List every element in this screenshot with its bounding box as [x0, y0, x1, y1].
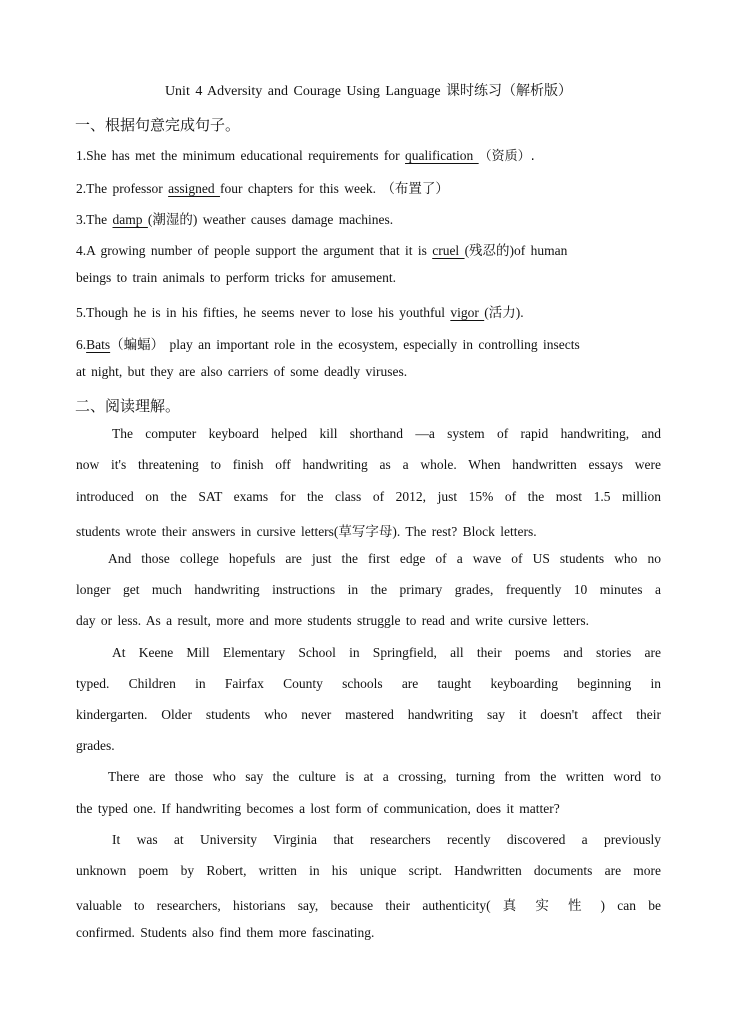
passage-line: students wrote their answers in cursive letters(草写字母). The rest? Block letters.	[76, 524, 537, 539]
passage-line: And those college hopefuls are just the first edge of a wave of US students who no	[108, 551, 661, 566]
passage-line: now it's threatening to finish off handwriting as a whole. When handwritten essays were	[76, 457, 661, 472]
item-text: 5.Though he is in his fifties, he seems never to lose his youthful	[76, 305, 451, 320]
answer-text: assigned	[168, 181, 220, 196]
item-text: 4.A growing number of people support the argument that it is	[76, 243, 433, 258]
passage-line: There are those who say the culture is at a crossing, turning from the written word to	[108, 769, 661, 784]
exercise-item-5	[76, 301, 661, 321]
item-hint: four chapters for this week. （布置了）	[219, 181, 449, 196]
exercise-item-4	[76, 239, 661, 259]
passage-line: It was at University Virginia that researchers recently discovered a previously	[112, 832, 661, 847]
passage-line: day or less. As a result, more and more students struggle to read and write cursive letters.	[76, 613, 589, 628]
exercise-item-4-continued	[76, 270, 661, 286]
answer-text: cruel	[432, 243, 465, 258]
exercise-item-3	[76, 208, 661, 228]
answer-text: qualification	[405, 148, 479, 163]
passage-line: kindergarten. Older students who never mastered handwriting say it doesn't affect their	[76, 707, 661, 722]
answer-text: Bats	[86, 337, 111, 352]
item-hint: (残忍的)of human	[464, 243, 568, 258]
item-text: beings to train animals to perform tricks for amusement.	[76, 270, 397, 285]
section-heading-reading: 二、阅读理解。	[75, 397, 181, 415]
page-title: Unit 4 Adversity and Courage Using Language 课时练习（解析版）	[164, 84, 573, 99]
passage-line: confirmed. Students also find them more fascinating.	[76, 925, 375, 940]
exercise-item-6-continued	[76, 364, 661, 380]
item-text: 6.	[76, 337, 87, 352]
answer-text: damp	[112, 212, 148, 227]
item-text: at night, but they are also carriers of some deadly viruses.	[76, 364, 408, 379]
item-hint: (活力).	[484, 305, 524, 320]
item-hint: (潮湿的) weather causes damage machines.	[147, 212, 394, 227]
passage-line: grades.	[76, 738, 115, 753]
exercise-item-2	[76, 177, 661, 197]
section-heading-sentence-completion: 一、根据句意完成句子。	[75, 116, 241, 134]
exercise-item-6	[76, 333, 661, 353]
exercise-item-1	[76, 145, 661, 164]
passage-line: longer get much handwriting instructions in the primary grades, frequently 10 minutes a	[76, 582, 661, 597]
item-hint: （资质）.	[478, 149, 535, 164]
passage-line: At Keene Mill Elementary School in Springfield, all their poems and stories are	[112, 645, 661, 660]
item-text: 3.The	[76, 212, 113, 227]
passage-line: introduced on the SAT exams for the class of 2012, just 15% of the most 1.5 million	[76, 489, 661, 504]
passage-line: valuable to researchers, historians say, because their authenticity( 真 实 性 ) can be	[76, 898, 661, 913]
passage-line: the typed one. If handwriting becomes a lost form of communication, does it matter?	[76, 801, 560, 816]
item-text: 1.She has met the minimum educational requirements for	[76, 148, 406, 163]
answer-text: vigor	[450, 305, 485, 320]
passage-line: unknown poem by Robert, written in his unique script. Handwritten documents are more	[76, 863, 661, 878]
passage-line: typed. Children in Fairfax County schools are taught keyboarding beginning in	[76, 676, 661, 691]
item-text: 2.The professor	[76, 181, 169, 196]
passage-line: The computer keyboard helped kill shorthand —a system of rapid handwriting, and	[112, 426, 661, 441]
item-hint: （蝙蝠） play an important role in the ecosystem, especially in controlling insects	[110, 337, 580, 352]
